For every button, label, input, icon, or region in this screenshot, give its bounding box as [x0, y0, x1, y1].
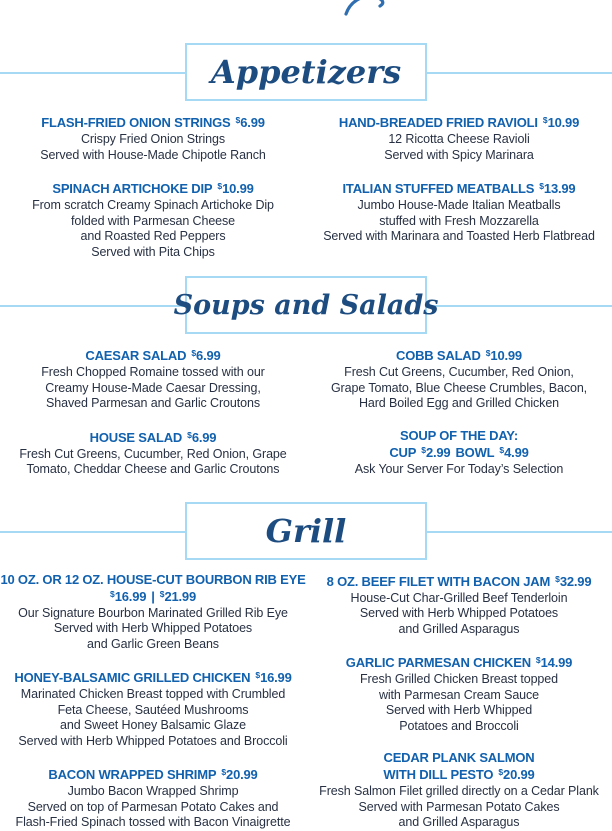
item-title-line	[0, 179, 306, 196]
item-name: BOWL	[455, 444, 495, 460]
item-description	[0, 132, 306, 163]
dollar-sign: $	[555, 573, 560, 584]
item-price	[191, 348, 220, 363]
price-amount: 6.99	[240, 115, 265, 130]
item-price	[110, 589, 146, 604]
item-price	[255, 670, 291, 685]
item-price	[486, 348, 522, 363]
item-name: CUP	[389, 444, 417, 460]
section-title-box	[185, 502, 427, 560]
dollar-sign: $	[159, 588, 165, 599]
item-price	[236, 115, 265, 130]
item-title-line	[0, 765, 306, 782]
item-title-line	[0, 346, 306, 363]
item-title-line	[306, 765, 612, 782]
item-name: HOUSE SALAD	[89, 429, 183, 445]
item-title	[306, 179, 612, 196]
item-name: ITALIAN STUFFED MEATBALLS	[342, 181, 535, 196]
item-name: 10 OZ. OR 12 OZ. HOUSE-CUT BOURBON RIB EYE	[0, 571, 306, 587]
item-desc-line: and Roasted Red Peppers	[80, 229, 226, 243]
section-title: Soups and Salads	[173, 289, 439, 321]
menu-column-left	[0, 346, 306, 478]
item-description	[306, 591, 612, 638]
item-description	[306, 132, 612, 163]
section-header-appetizers	[0, 43, 612, 103]
item-description	[0, 687, 306, 749]
price-amount: 10.99	[547, 115, 580, 130]
item-description	[0, 606, 306, 653]
menu-item	[0, 428, 306, 478]
menu-item	[0, 179, 306, 260]
item-desc-line: and Grilled Asparagus	[398, 621, 520, 636]
section-title-box	[173, 276, 439, 334]
item-title	[0, 668, 306, 685]
item-desc-line: Served with Herb Whipped Potatoes and Broccoli	[18, 733, 288, 748]
section-title: Grill	[265, 511, 347, 550]
item-desc-line: Served on top of Parmesan Potato Cakes and	[27, 799, 279, 814]
item-title-line	[0, 572, 306, 587]
item-name: CEDAR PLANK SALMON	[383, 750, 535, 765]
item-desc-line: Served with Herb Whipped Potatoes	[53, 621, 253, 635]
menu-root	[0, 43, 612, 831]
item-desc-line: Fresh Salmon Filet grilled directly on a Cedar Plank	[319, 784, 599, 798]
dollar-sign: $	[485, 348, 491, 358]
menu-item	[0, 113, 306, 163]
item-title	[306, 750, 612, 782]
item-desc-line: Fresh Grilled Chicken Breast topped	[360, 672, 558, 686]
item-desc-line: with Parmesan Cream Sauce	[378, 687, 540, 702]
item-title-line	[306, 443, 612, 460]
item-description	[0, 447, 306, 478]
item-title	[0, 765, 306, 782]
item-name: COBB SALAD	[396, 348, 481, 363]
item-title-line	[306, 113, 612, 130]
dollar-sign: $	[535, 655, 541, 665]
dollar-sign: $	[539, 181, 544, 191]
price-amount: 32.99	[559, 573, 592, 589]
item-description	[0, 365, 306, 412]
section-columns	[0, 346, 612, 478]
item-name: CAESAR SALAD	[85, 348, 187, 363]
item-desc-line: Served with Spicy Marinara	[384, 147, 534, 162]
section-header-grill	[0, 502, 612, 562]
menu-item	[306, 653, 612, 734]
item-price	[421, 445, 450, 460]
menu-column-right	[306, 572, 612, 831]
item-desc-line: Served with Marinara and Toasted Herb Flatbread	[323, 229, 595, 243]
item-desc-line: and Grilled Asparagus	[398, 815, 520, 829]
item-desc-line: Fresh Cut Greens, Cucumber, Red Onion, Grape	[19, 446, 287, 461]
menu-item	[306, 572, 612, 638]
menu-column-left	[0, 572, 306, 831]
item-price	[536, 655, 572, 670]
item-title	[306, 572, 612, 589]
item-title	[0, 179, 306, 196]
menu-item	[0, 346, 306, 412]
price-amount: 20.99	[503, 767, 535, 782]
item-desc-line: Creamy House-Made Caesar Dressing,	[45, 380, 261, 395]
dollar-sign: $	[498, 767, 504, 777]
price-amount: 6.99	[196, 348, 221, 363]
item-name: HONEY-BALSAMIC GRILLED CHICKEN	[14, 670, 251, 685]
item-name: SOUP OF THE DAY:	[400, 427, 518, 443]
item-desc-line: Served with Herb Whipped	[385, 703, 533, 717]
dollar-sign: $	[255, 670, 261, 680]
menu-section-appetizers	[0, 43, 612, 260]
section-header-soups	[0, 276, 612, 336]
menu-section-grill	[0, 502, 612, 831]
page-top	[0, 0, 612, 43]
price-amount: 6.99	[191, 429, 217, 445]
item-price	[160, 589, 196, 604]
dollar-sign: $	[499, 444, 505, 455]
item-description	[306, 462, 612, 478]
item-desc-line: Grape Tomato, Blue Cheese Crumbles, Bacon,	[330, 380, 588, 395]
item-price	[543, 115, 579, 130]
item-desc-line: Flash-Fried Spinach tossed with Bacon Vinaigrette	[15, 815, 291, 829]
price-amount: 14.99	[540, 655, 573, 670]
item-desc-line: Fresh Chopped Romaine tossed with our	[41, 365, 265, 379]
menu-column-left	[0, 113, 306, 260]
dollar-sign: $	[542, 115, 548, 125]
item-desc-line: Jumbo Bacon Wrapped Shrimp	[67, 784, 239, 798]
menu-column-right	[306, 113, 612, 260]
script-flourish-icon	[344, 0, 388, 22]
item-price	[187, 430, 216, 445]
item-title	[0, 572, 306, 604]
item-title	[0, 428, 306, 445]
dollar-sign: $	[110, 588, 115, 599]
item-desc-line: Hard Boiled Egg and Grilled Chicken	[358, 396, 560, 410]
item-desc-line: Served with Herb Whipped Potatoes	[359, 606, 559, 620]
item-description	[0, 198, 306, 260]
item-desc-line: folded with Parmesan Cheese	[70, 213, 236, 228]
item-desc-line: Served with Pita Chips	[91, 244, 215, 259]
menu-item	[306, 346, 612, 412]
item-description	[306, 198, 612, 245]
item-title-line	[0, 428, 306, 445]
dollar-sign: $	[187, 429, 192, 440]
price-amount: 2.99	[425, 444, 451, 460]
price-amount: 10.99	[222, 181, 254, 196]
price-amount: 16.99	[260, 670, 292, 685]
item-price	[498, 767, 534, 782]
item-title-line	[0, 587, 306, 604]
item-name: SPINACH ARTICHOKE DIP	[52, 181, 213, 196]
item-desc-line: and Garlic Green Beans	[87, 636, 219, 651]
item-desc-line: House-Cut Char-Grilled Beef Tenderloin	[350, 590, 568, 605]
menu-item	[0, 765, 306, 831]
item-title	[0, 346, 306, 363]
item-name: FLASH-FRIED ONION STRINGS	[41, 115, 231, 130]
item-description	[306, 365, 612, 412]
item-description	[306, 784, 612, 831]
item-name: BACON WRAPPED SHRIMP	[48, 767, 217, 782]
dollar-sign: $	[217, 181, 223, 191]
price-amount: 10.99	[490, 348, 522, 363]
item-desc-line: Our Signature Bourbon Marinated Grilled Rib Eye	[18, 605, 288, 620]
item-desc-line: 12 Ricotta Cheese Ravioli	[388, 132, 530, 146]
item-price	[221, 767, 257, 782]
section-title-box	[185, 43, 427, 101]
item-title-line	[306, 750, 612, 765]
dollar-sign: $	[421, 444, 426, 455]
item-price	[555, 574, 591, 589]
section-columns	[0, 113, 612, 260]
item-title-line	[306, 572, 612, 589]
item-price	[217, 181, 253, 196]
dollar-sign: $	[221, 767, 227, 777]
price-amount: 21.99	[164, 588, 196, 604]
item-title-line	[306, 179, 612, 196]
item-name: |	[151, 588, 155, 604]
item-desc-line: Marinated Chicken Breast topped with Crumbled	[20, 687, 286, 701]
dollar-sign: $	[191, 348, 197, 358]
item-description	[0, 784, 306, 831]
item-title	[306, 428, 612, 460]
menu-item	[306, 113, 612, 163]
menu-item	[0, 668, 306, 749]
item-desc-line: From scratch Creamy Spinach Artichoke Dip	[32, 198, 274, 212]
item-desc-line: Shaved Parmesan and Garlic Croutons	[46, 396, 260, 410]
price-amount: 13.99	[543, 181, 576, 196]
item-description	[306, 672, 612, 734]
menu-item	[306, 428, 612, 478]
item-desc-line: Jumbo House-Made Italian Meatballs	[357, 198, 561, 212]
item-desc-line: Served with House-Made Chipotle Ranch	[40, 147, 266, 162]
item-name: GARLIC PARMESAN CHICKEN	[345, 655, 531, 670]
item-title-line	[0, 113, 306, 130]
item-title	[306, 653, 612, 670]
section-title: Appetizers	[210, 53, 402, 91]
item-desc-line: Served with Parmesan Potato Cakes	[358, 799, 560, 814]
menu-item	[306, 179, 612, 245]
price-amount: 20.99	[226, 767, 258, 782]
section-columns	[0, 572, 612, 831]
item-title	[0, 113, 306, 130]
item-desc-line: Crispy Fried Onion Strings	[81, 132, 225, 146]
item-desc-line: Potatoes and Broccoli	[399, 718, 519, 733]
item-title-line	[306, 653, 612, 670]
item-title-line	[306, 428, 612, 443]
item-desc-line: and Sweet Honey Balsamic Glaze	[60, 718, 246, 732]
menu-column-right	[306, 346, 612, 478]
item-title	[306, 113, 612, 130]
menu-item	[306, 750, 612, 831]
item-price	[539, 181, 575, 196]
item-name: WITH DILL PESTO	[383, 767, 494, 782]
item-price	[499, 445, 528, 460]
dollar-sign: $	[235, 115, 241, 125]
menu-item	[0, 572, 306, 653]
item-desc-line: stuffed with Fresh Mozzarella	[379, 213, 539, 228]
price-amount: 4.99	[504, 444, 529, 460]
item-desc-line: Feta Cheese, Sautéed Mushrooms	[57, 702, 249, 717]
item-title	[306, 346, 612, 363]
item-name: HAND-BREADED FRIED RAVIOLI	[338, 115, 538, 130]
item-desc-line: Ask Your Server For Today’s Selection	[354, 461, 564, 476]
item-title-line	[306, 346, 612, 363]
item-name: 8 OZ. BEEF FILET WITH BACON JAM	[326, 573, 551, 589]
item-desc-line: Fresh Cut Greens, Cucumber, Red Onion,	[344, 365, 574, 379]
item-title-line	[0, 668, 306, 685]
menu-section-soups	[0, 276, 612, 478]
item-desc-line: Tomato, Cheddar Cheese and Garlic Croutons	[26, 462, 280, 476]
price-amount: 16.99	[114, 588, 147, 604]
